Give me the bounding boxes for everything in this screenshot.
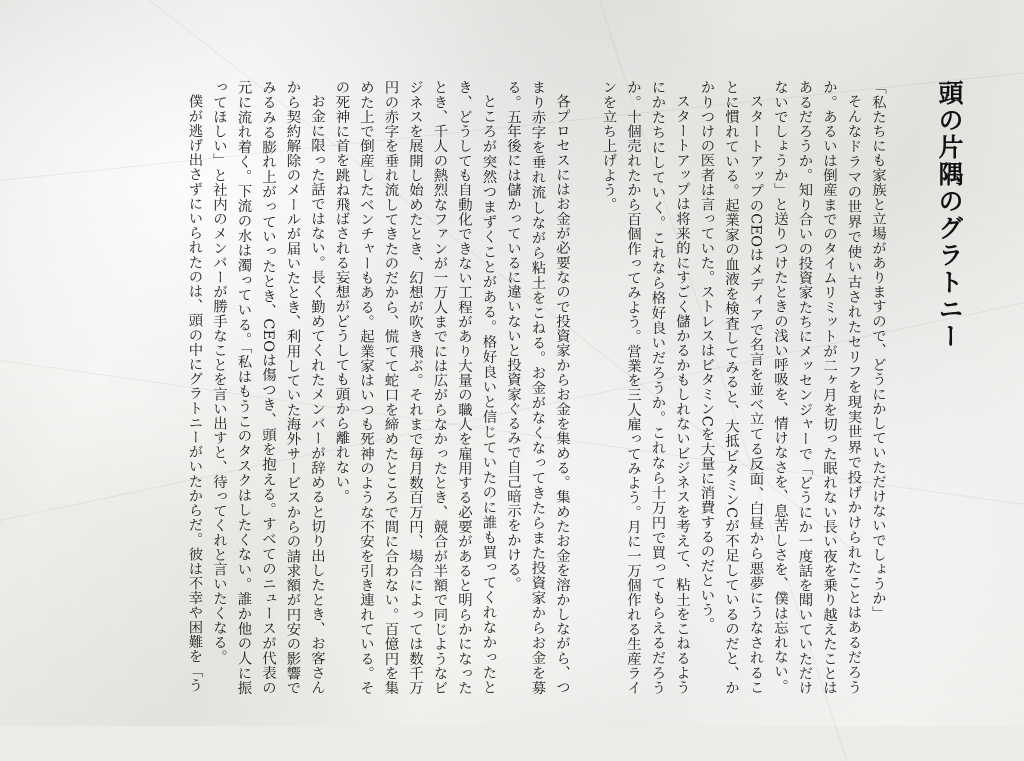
page-title: 頭の片隅のグラトニー (935, 80, 964, 350)
paragraph: お金に限った話ではない。長く勤めてくれたメンバーが辞めると切り出したとき、お客さんから契約解除のメールが届いたとき、利用していた海外サービスからの請求額が円安の影響でみるみる膨れ上がっていったとき、CEOは傷つき、頭を抱える。すべてのニュースが代表の元に流れ着く。下流の水は濁っている。「私はもうこのタスクはしたくない。誰か他の人に振ってほしい」と社内のメンバーが勝手なことを言い出すと、待ってくれと言いたくなる。 (211, 80, 325, 695)
paragraph: 僕が逃げ出さずにいられたのは、頭の中にグラトニーがいたからだ。彼は不幸や困難を「う (186, 94, 203, 693)
paragraph: ところが突然つまずくことがある。格好良いと信じていたのに誰も買ってくれなかったとき、どうしても自動化できない工程があり大量の職人を雇用する必要があると明らかになったとき、千人の熱烈なファンが一万人までには広がらなかったとき、競合が半額で同じようなビジネスを展開し始めたとき、幻想が吹き飛ぶ。それまで毎月数百万円、場合によっては数千万円の赤字を垂れ流してきたのだから、慌てて蛇口を締めたところで間に合わない。百億円を集めた上で倒産したベンチャーもある。起業家はいつも死神のような不安を引き連れている。その死神に首を跳ね飛ばされる妄想がどうしても頭から離れない。 (333, 80, 497, 695)
paragraph: そんなドラマの世界で使い古されたセリフを現実世界で投げかけられたことはあるだろうか。あるいは倒産までのタイムリミットが二ヶ月を切った眠れない長い夜を乗り越えたことはあるだろうか。知り合いの投資家たちにメッセンジャーで「どうにか一度話を聞いていただけないでしょうか」と送りつけたときの浅い呼吸を、情けなさを、息苦しさを、僕は忘れない。 (772, 80, 862, 695)
paragraph: スタートアップは将来的にすごく儲かるかもしれないビジネスを考えて、粘土をこねるようにかたちにしていく。これなら格好良いだろうか。これなら十万円で買ってもらえるだろうか。十個売れたから百個作ってみよう。営業を三人雇ってみよう。月に一万個作れる生産ラインを立ち上げよう。 (600, 80, 690, 695)
paragraph: 各プロセスにはお金が必要なので投資家からお金を集める。集めたお金を溶かしながら、つまり赤字を垂れ流しながら粘土をこねる。お金がなくなってきたらまた投資家からお金を募る。五年後には儲かっているに違いないと投資家ぐるみで自己暗示をかける。 (505, 80, 570, 695)
paragraph: スタートアップのCEOはメディアで名言を並べ立てる反面、白昼から悪夢にうなされることに慣れている。起業家の血液を検査してみると、大抵ビタミンCが不足しているのだと、かかりつけの医者は言っていた。ストレスはビタミンCを大量に消費するのだという。 (698, 80, 764, 695)
paragraph: 「私たちにも家族と立場がありますので、どうにかしていただけないでしょうか」 (870, 80, 886, 621)
vertical-text-column (182, 80, 964, 695)
